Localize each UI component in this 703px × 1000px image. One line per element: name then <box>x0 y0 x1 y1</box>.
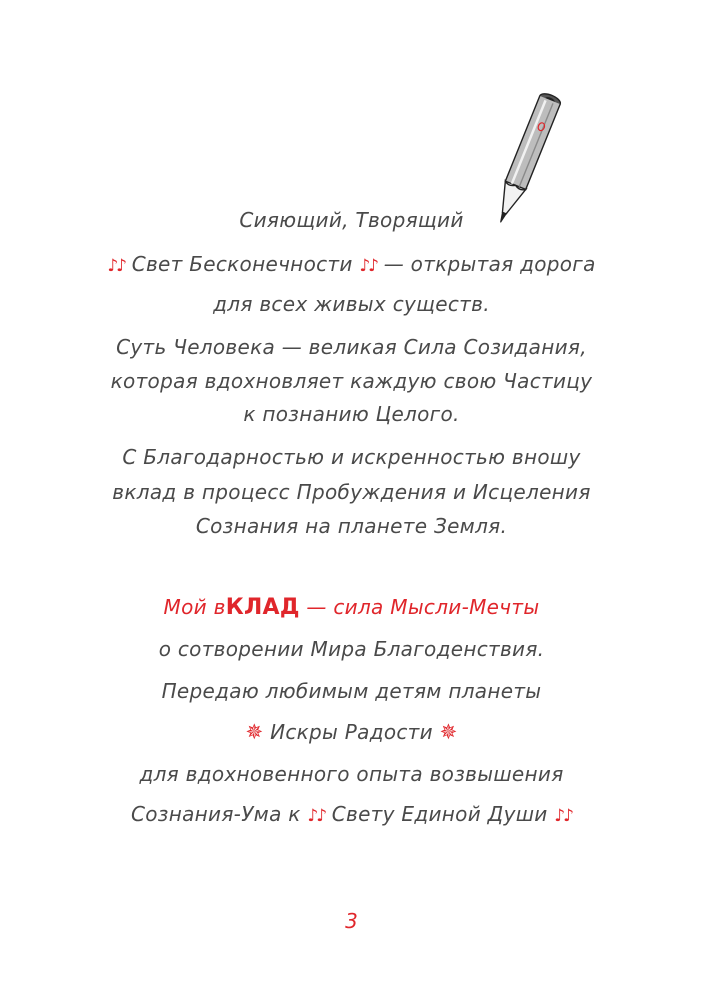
text-span: Свету Единой Души <box>331 802 548 826</box>
text-line <box>0 252 703 276</box>
music-notes-icon: ♪♪ <box>554 806 572 826</box>
text-line <box>0 292 703 316</box>
text-span-emphasis: КЛАД <box>225 595 300 620</box>
text-line <box>0 802 703 826</box>
text-span: Искры Радости <box>270 720 433 744</box>
text-span: Сияющий, Творящий <box>239 208 464 232</box>
text-line <box>0 762 703 786</box>
text-span: которая вдохновляет каждую свою Частицу <box>110 369 593 393</box>
text-span: вклад в процесс Пробуждения и Исцеления <box>112 480 591 504</box>
text-span: для вдохновенного опыта возвышения <box>139 762 564 786</box>
text-span: Передаю любимым детям планеты <box>161 679 542 703</box>
text-line <box>0 445 703 469</box>
text-line <box>0 679 703 703</box>
star-icon: ✵ <box>245 720 264 744</box>
star-icon: ✵ <box>439 720 458 744</box>
text-span: Сознания на планете Земля. <box>195 514 508 538</box>
text-span: для всех живых существ. <box>213 292 490 316</box>
music-notes-icon: ♪♪ <box>307 806 326 826</box>
text-span: к познанию Целого. <box>243 402 460 426</box>
text-line <box>0 480 703 504</box>
text-span: С Благодарностью и искренностью вношу <box>122 445 581 469</box>
text-span: Сознания-Ума к <box>131 802 301 826</box>
text-line <box>0 720 703 744</box>
music-notes-icon: ♪♪ <box>107 256 126 276</box>
text-span: — сила Мысли-Мечты <box>299 595 540 619</box>
text-span: Суть Человека — великая Сила Созидания, <box>116 335 587 359</box>
text-span: — открытая дорога <box>383 252 596 276</box>
text-line <box>0 208 703 232</box>
text-line-highlight <box>0 595 703 620</box>
music-notes-icon: ♪♪ <box>359 256 378 276</box>
text-line <box>0 514 703 538</box>
page-number: 3 <box>345 909 358 933</box>
text-line <box>0 369 703 393</box>
text-span: Свет Бесконечности <box>131 252 353 276</box>
text-span: Мой в <box>163 595 226 619</box>
text-line <box>0 637 703 661</box>
text-span: о сотворении Мира Благоденствия. <box>158 637 545 661</box>
text-line <box>0 402 703 426</box>
text-line <box>0 335 703 359</box>
